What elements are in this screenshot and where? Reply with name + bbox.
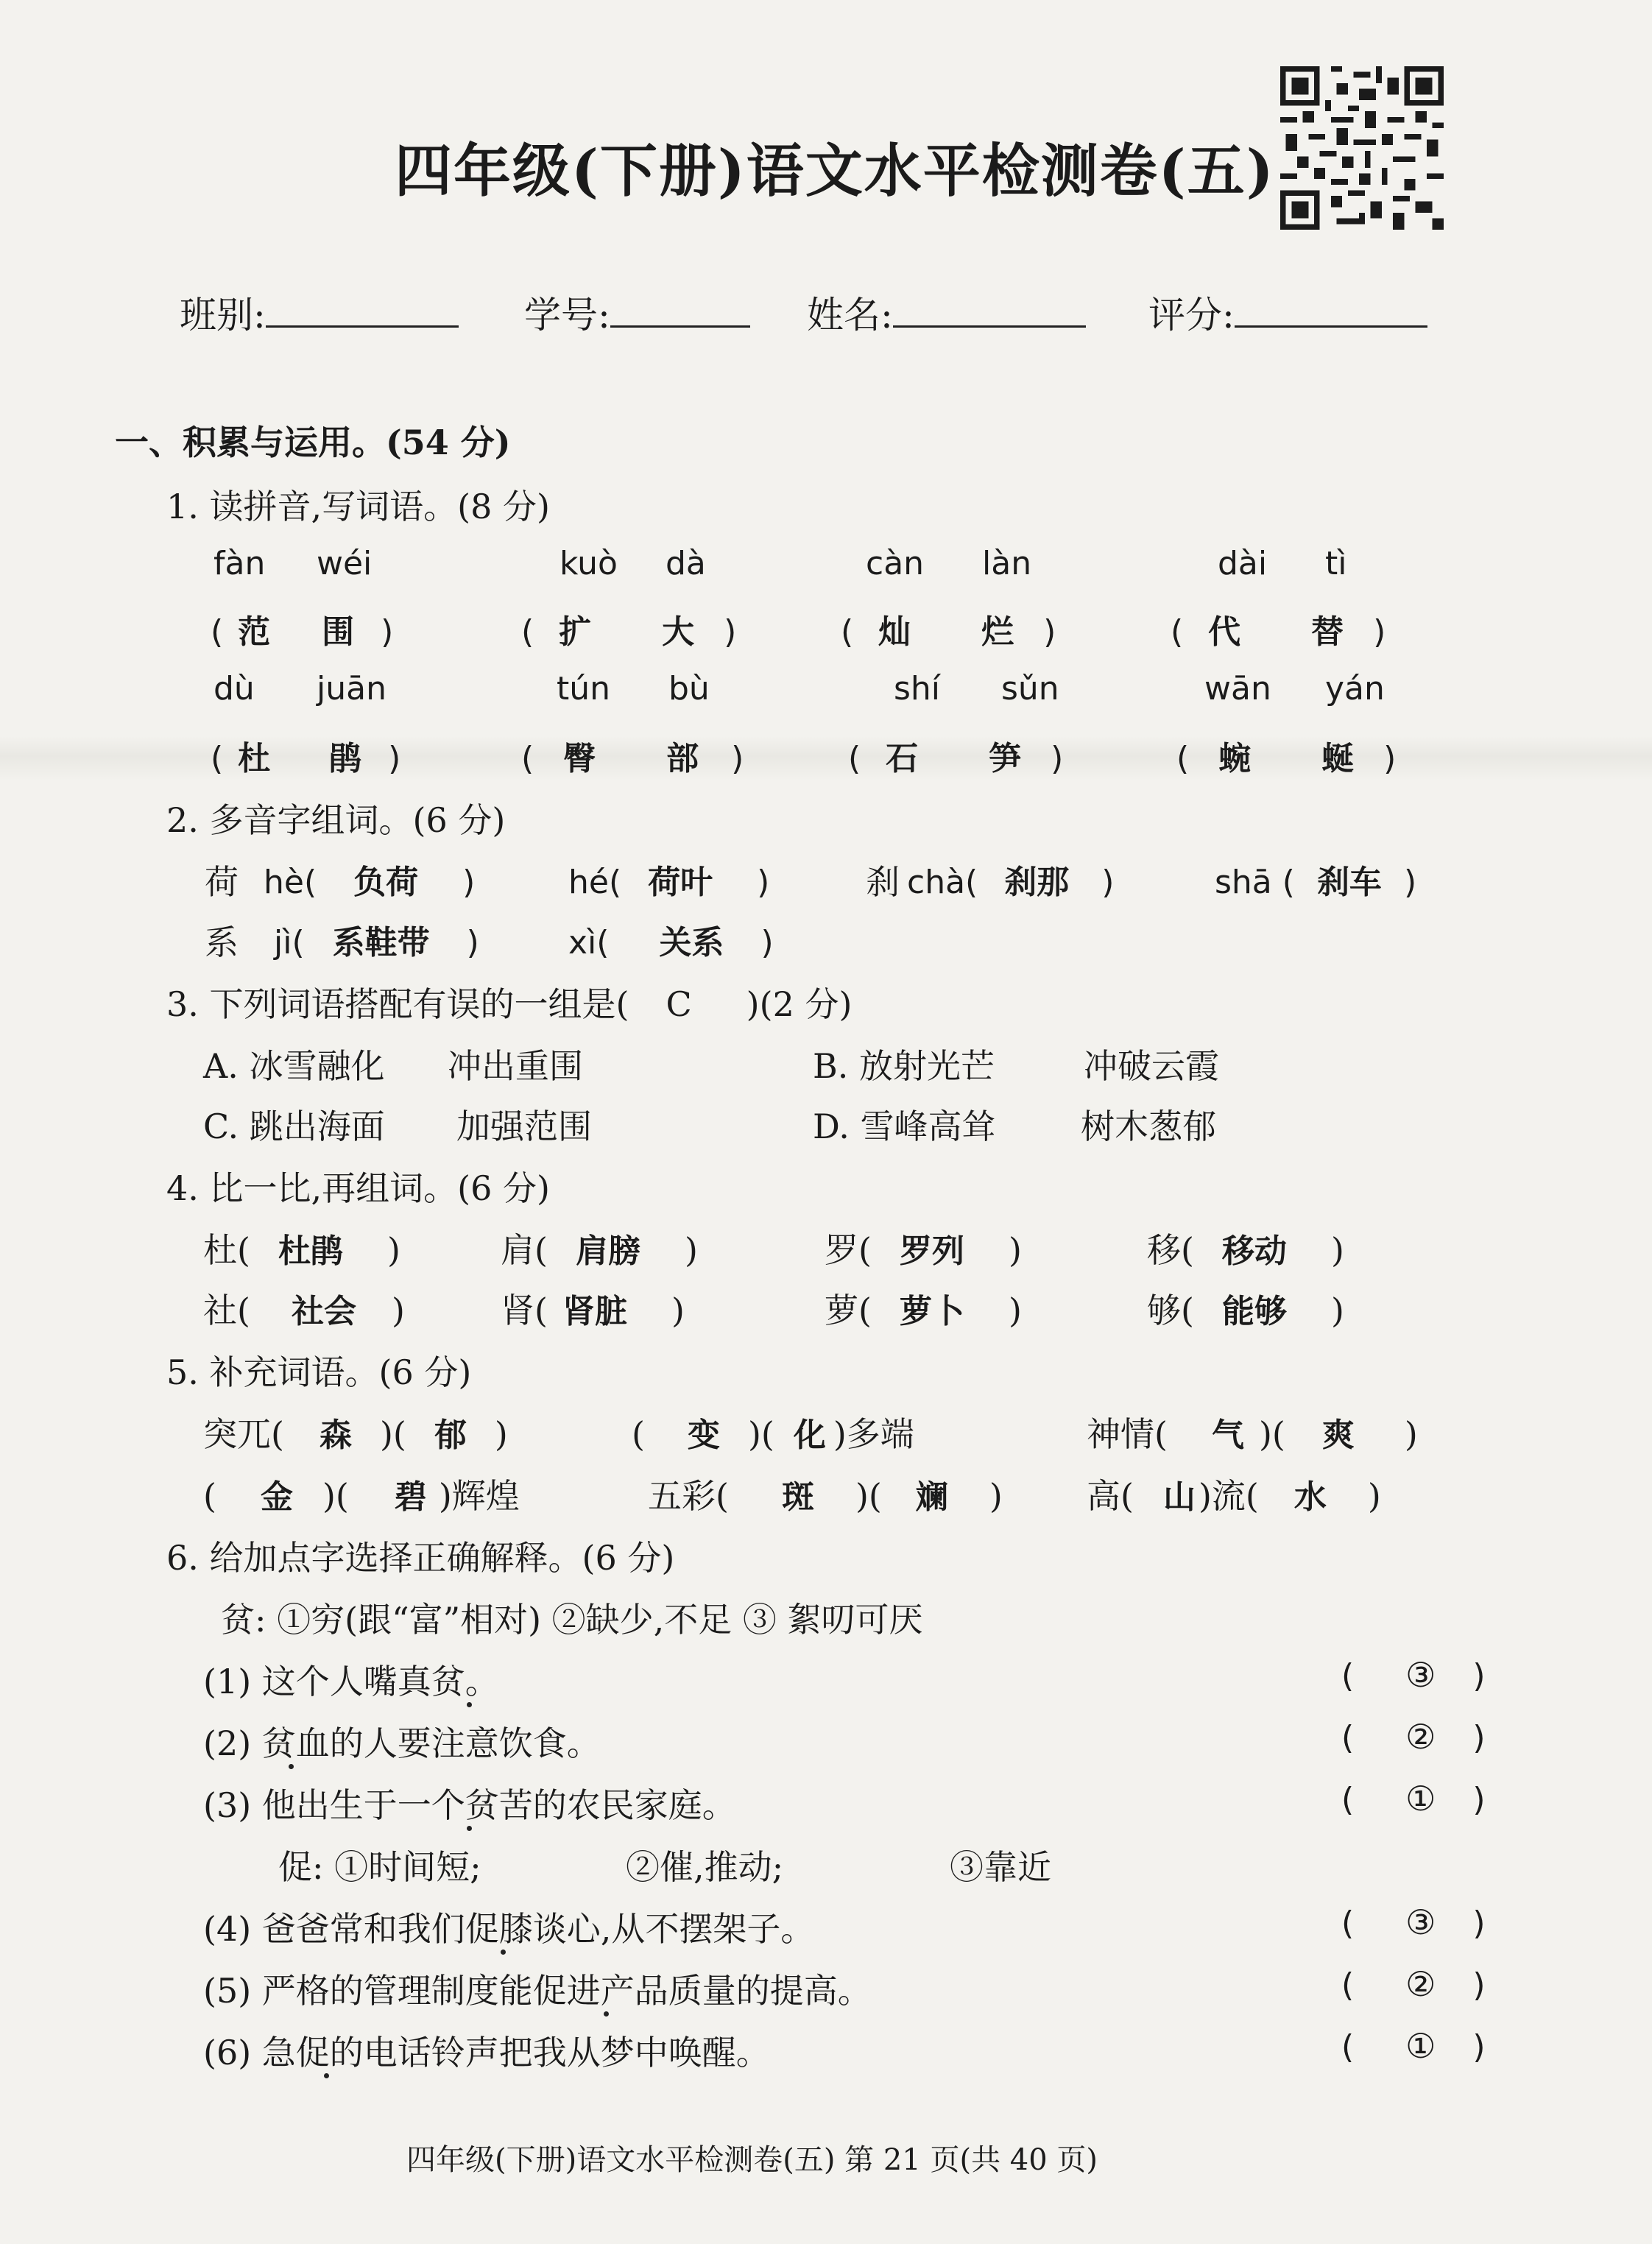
score-blank[interactable] (1235, 289, 1427, 328)
answer-box[interactable]: ( 杜 鹃 ) (211, 740, 401, 777)
polyphone-char: 荷 (205, 862, 239, 902)
emphasis-dot (501, 1950, 506, 1955)
polyphone-char: 刹 (866, 862, 900, 902)
sentence-item: (5) 严格的管理制度能促进产品质量的提高。 (203, 1971, 872, 2011)
question-4-heading: 4. 比一比,再组词。(6 分) (166, 1168, 550, 1208)
pinyin: shí (894, 670, 941, 708)
answer-box[interactable]: ( 蜿 蜒 ) (1176, 740, 1397, 777)
idiom-fill[interactable]: 高( 山)流( 水 ) (1087, 1476, 1381, 1516)
compare-item[interactable]: 肩( 肩膀 ) (501, 1230, 698, 1270)
answer-box[interactable]: ( ① ) (1341, 2026, 1486, 2066)
definition-cu: ③靠近 (950, 1847, 1051, 1887)
idiom-fill[interactable]: ( 金 )( 碧 )辉煌 (203, 1476, 520, 1516)
question-6-heading: 6. 给加点字选择正确解释。(6 分) (166, 1538, 675, 1578)
pinyin: tún (557, 670, 611, 708)
pinyin: dài (1218, 545, 1268, 582)
class-blank[interactable] (266, 289, 459, 328)
pinyin: kuò (560, 545, 618, 582)
polyphone-char: 系 (205, 922, 239, 962)
answer-box[interactable]: ( ③ ) (1341, 1902, 1486, 1942)
answer-box[interactable]: shā ( 刹车 ) (1215, 864, 1417, 901)
definition-cu: 促: ①时间短; (278, 1847, 481, 1887)
answer-box[interactable]: ( ② ) (1341, 1717, 1486, 1757)
emphasis-dot (324, 2073, 329, 2078)
compare-item[interactable]: 移( 移动 ) (1147, 1230, 1344, 1270)
compare-item[interactable]: 社( 社会 ) (203, 1291, 405, 1330)
class-label: 班别: (180, 294, 266, 336)
pinyin: wéi (317, 545, 373, 582)
pinyin: tì (1325, 545, 1347, 582)
answer-box[interactable]: hè( 负荷 ) (264, 864, 476, 901)
option-d: D. 雪峰高耸 (813, 1107, 996, 1146)
answer-box[interactable]: ( 扩 大 ) (521, 613, 737, 651)
emphasis-dot (467, 1826, 472, 1831)
answer-box[interactable]: ( ① ) (1341, 1779, 1486, 1818)
answer-box[interactable]: ( 石 笋 ) (848, 740, 1064, 777)
idiom-fill[interactable]: 突兀( 森 )( 郁 ) (203, 1414, 508, 1454)
idiom-fill[interactable]: 五彩( 斑 )( 斓 ) (648, 1476, 1003, 1516)
pinyin: yán (1325, 670, 1385, 708)
emphasis-dot (467, 1702, 472, 1707)
answer-box[interactable]: ( 臀 部 ) (521, 740, 744, 777)
answer-box[interactable]: jì( 系鞋带 ) (274, 924, 479, 962)
name-label: 姓名: (807, 294, 893, 336)
option-b: B. 放射光芒 (813, 1046, 995, 1086)
question-1-heading: 1. 读拼音,写词语。(8 分) (166, 487, 550, 526)
definition-pin: 贫: ①穷(跟“富”相对) ②缺少,不足 ③ 絮叨可厌 (221, 1600, 923, 1640)
pinyin: dù (213, 670, 255, 708)
emphasis-dot (604, 2011, 609, 2017)
qr-code (1277, 66, 1447, 230)
compare-item[interactable]: 罗( 罗列 ) (825, 1230, 1022, 1270)
option-c: C. 跳出海面 (203, 1107, 385, 1146)
answer-box[interactable]: ( 范 围 ) (211, 613, 394, 651)
pinyin: sǔn (1001, 670, 1059, 708)
section-heading: 一、积累与运用。(54 分) (115, 423, 511, 462)
idiom-fill[interactable]: 神情( 气 )( 爽 ) (1087, 1414, 1418, 1454)
answer-box[interactable]: chà( 刹那 ) (907, 864, 1115, 901)
name-blank[interactable] (893, 289, 1086, 328)
idiom-fill[interactable]: ( 变 )( 化 )多端 (632, 1414, 914, 1454)
answer-box[interactable]: ( ② ) (1341, 1964, 1486, 2004)
sentence-item: (4) 爸爸常和我们促膝谈心,从不摆架子。 (203, 1909, 815, 1949)
student-id-label: 学号: (524, 294, 610, 336)
student-id-blank[interactable] (610, 289, 750, 328)
definition-cu: ②催,推动; (626, 1847, 784, 1887)
answer-box[interactable]: xì( 关系 ) (568, 924, 774, 962)
answer-box[interactable]: ( 代 替 ) (1171, 613, 1386, 651)
option-c-second: 加强范围 (456, 1107, 592, 1146)
compare-item[interactable]: 够( 能够 ) (1147, 1291, 1344, 1330)
pinyin: juān (317, 670, 386, 708)
question-2-heading: 2. 多音字组词。(6 分) (166, 800, 506, 840)
answer-letter[interactable]: C (666, 984, 692, 1024)
score-field (1148, 286, 1427, 339)
question-5-heading: 5. 补充词语。(6 分) (166, 1352, 472, 1392)
compare-item[interactable]: 杜( 杜鹃 ) (203, 1230, 400, 1270)
page-footer: 四年级(下册)语文水平检测卷(五) 第 21 页(共 40 页) (406, 2143, 1098, 2177)
pinyin: fàn (213, 545, 266, 582)
student-id-field (524, 286, 750, 339)
compare-item[interactable]: 萝( 萝卜 ) (825, 1291, 1022, 1330)
sentence-item: (1) 这个人嘴真贫。 (203, 1662, 499, 1701)
answer-box[interactable]: ( ③ ) (1341, 1655, 1486, 1695)
emphasis-dot (289, 1764, 294, 1769)
option-d-second: 树木葱郁 (1081, 1107, 1216, 1146)
pinyin: bù (668, 670, 710, 708)
compare-item[interactable]: 肾( 肾脏 ) (501, 1291, 685, 1330)
answer-box[interactable]: ( 灿 烂 ) (841, 613, 1056, 651)
pinyin: càn (866, 545, 925, 582)
option-a-second: 冲出重围 (448, 1046, 583, 1086)
option-a: A. 冰雪融化 (203, 1046, 385, 1086)
question-3-heading: 3. 下列词语搭配有误的一组是( C )(2 分) (166, 984, 853, 1024)
name-field (807, 286, 1086, 339)
sentence-item: (3) 他出生于一个贫苦的农民家庭。 (203, 1785, 736, 1825)
score-label: 评分: (1148, 294, 1235, 336)
page-title: 四年级(下册)语文水平检测卷(五) (395, 138, 1275, 205)
sentence-item: (6) 急促的电话铃声把我从梦中唤醒。 (203, 2033, 770, 2072)
option-b-second: 冲破云霞 (1084, 1046, 1219, 1086)
answer-box[interactable]: hé( 荷叶 ) (568, 864, 770, 901)
sentence-item: (2) 贫血的人要注意饮食。 (203, 1723, 601, 1763)
class-field (180, 286, 459, 339)
pinyin: dà (666, 545, 706, 582)
pinyin: wān (1204, 670, 1271, 708)
pinyin: làn (982, 545, 1032, 582)
